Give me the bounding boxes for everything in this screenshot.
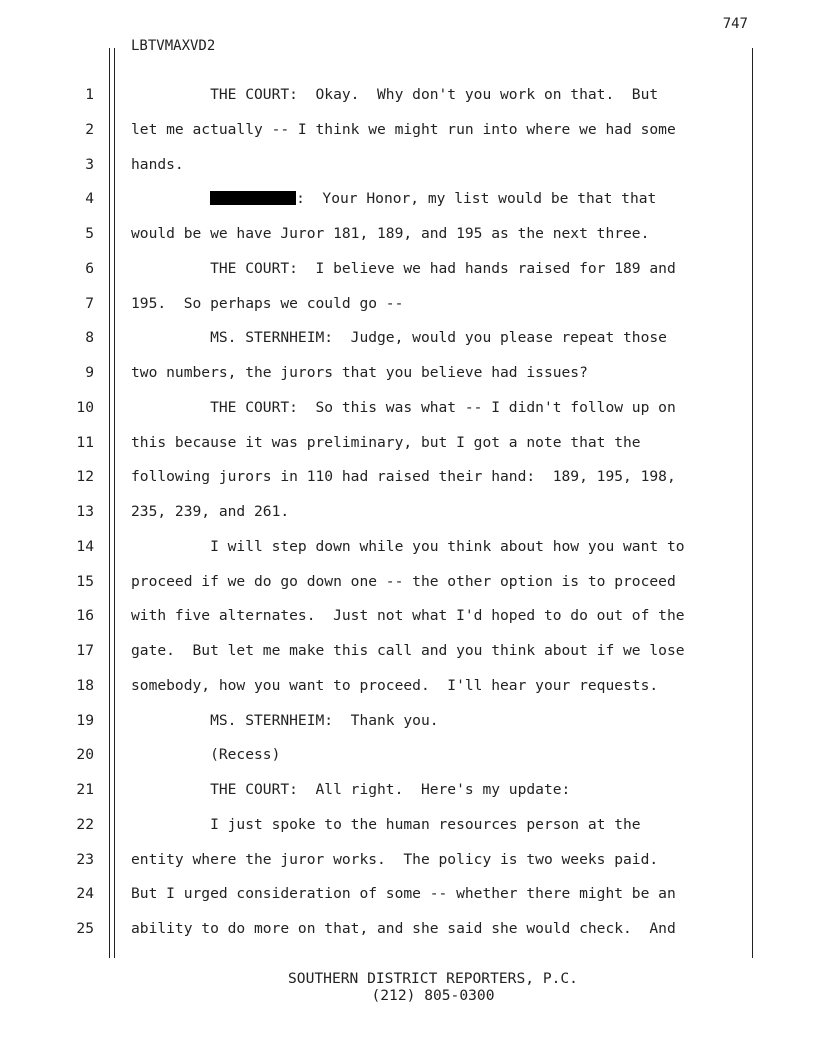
line-text [131, 182, 656, 217]
line-number: 21 [76, 781, 94, 798]
line-text: gate. But let me make this call and you think about if we lose [131, 642, 685, 659]
line-text: with five alternates. Just not what I'd hoped to do out of the [131, 607, 685, 625]
line-text: ability to do more on that, and she said she would check. And [131, 920, 676, 937]
line-text: THE COURT: Okay. Why don't you work on that. But [131, 86, 659, 103]
line-text: 235, 239, and 261. [131, 503, 290, 520]
line-number: 7 [85, 294, 94, 312]
line-text: let me actually -- I think we might run into where we had some [131, 120, 676, 138]
transcript-line [0, 634, 816, 669]
reporter-phone: (212) 805-0300 [371, 987, 495, 1004]
transcript-line [0, 252, 816, 287]
transcript-line [0, 182, 816, 217]
line-text: would be we have Juror 181, 189, and 195 as the next three. [131, 225, 650, 242]
line-text-after-redaction: : Your Honor, my list would be that that [296, 190, 657, 208]
transcript-line [0, 287, 816, 322]
transcript-line [0, 460, 816, 495]
line-number: 13 [76, 503, 94, 520]
transcript-line [0, 599, 816, 634]
line-text: MS. STERNHEIM: Thank you. [131, 711, 439, 729]
transcript-line [0, 738, 816, 773]
line-number: 24 [76, 885, 94, 903]
transcript-line [0, 217, 816, 252]
transcript-line [0, 808, 816, 843]
redaction-bar [210, 191, 296, 205]
line-text: two numbers, the jurors that you believe had issues? [131, 364, 588, 381]
line-number: 4 [85, 190, 94, 208]
transcript-line [0, 912, 816, 947]
line-number: 1 [85, 86, 94, 103]
line-number: 22 [76, 815, 94, 833]
transcript-line [0, 877, 816, 912]
line-text: THE COURT: So this was what -- I didn't follow up on [131, 398, 676, 416]
line-number: 5 [85, 225, 94, 242]
line-text: I will step down while you think about how you want to [131, 537, 685, 555]
line-number: 10 [76, 398, 94, 416]
line-number: 14 [76, 537, 94, 555]
transcript-line [0, 530, 816, 565]
transcript-line [0, 148, 816, 183]
line-number: 11 [76, 433, 94, 451]
reporter-name: SOUTHERN DISTRICT REPORTERS, P.C. [288, 970, 578, 987]
line-number: 3 [85, 155, 94, 173]
page-number: 747 [722, 16, 748, 32]
document-id: LBTVMAXVD2 [131, 38, 216, 54]
transcript-line [0, 704, 816, 739]
transcript-line [0, 565, 816, 600]
line-text: proceed if we do go down one -- the other option is to proceed [131, 572, 676, 590]
transcript-line [0, 426, 816, 461]
line-text: THE COURT: All right. Here's my update: [131, 781, 571, 798]
line-number: 18 [76, 676, 94, 694]
line-text: MS. STERNHEIM: Judge, would you please repeat those [131, 329, 667, 347]
transcript-line [0, 495, 816, 530]
line-number: 12 [76, 468, 94, 486]
line-number: 9 [85, 364, 94, 381]
transcript-lines [0, 78, 816, 947]
transcript-line [0, 321, 816, 356]
line-text: hands. [131, 155, 184, 173]
transcript-line [0, 843, 816, 878]
transcript-line [0, 669, 816, 704]
line-number: 6 [85, 259, 94, 277]
line-text: (Recess) [131, 746, 281, 764]
line-number: 8 [85, 329, 94, 347]
line-text: But I urged consideration of some -- whether there might be an [131, 885, 676, 903]
line-number: 2 [85, 120, 94, 138]
line-number: 17 [76, 642, 94, 659]
transcript-line [0, 78, 816, 113]
line-number: 19 [76, 711, 94, 729]
line-text: entity where the juror works. The policy is two weeks paid. [131, 850, 659, 868]
line-text: this because it was preliminary, but I got a note that the [131, 433, 641, 451]
transcript-line [0, 356, 816, 391]
line-number: 25 [76, 920, 94, 937]
transcript-line [0, 773, 816, 808]
transcript-line [0, 113, 816, 148]
line-text: somebody, how you want to proceed. I'll hear your requests. [131, 676, 659, 694]
line-number: 20 [76, 746, 94, 764]
line-number: 16 [76, 607, 94, 625]
line-indent [131, 190, 210, 207]
line-text: following jurors in 110 had raised their hand: 189, 195, 198, [131, 468, 676, 486]
transcript-line [0, 391, 816, 426]
line-number: 23 [76, 850, 94, 868]
line-number: 15 [76, 572, 94, 590]
line-text: 195. So perhaps we could go -- [131, 294, 404, 312]
line-text: THE COURT: I believe we had hands raised for 189 and [131, 259, 676, 277]
line-text: I just spoke to the human resources person at the [131, 815, 641, 833]
